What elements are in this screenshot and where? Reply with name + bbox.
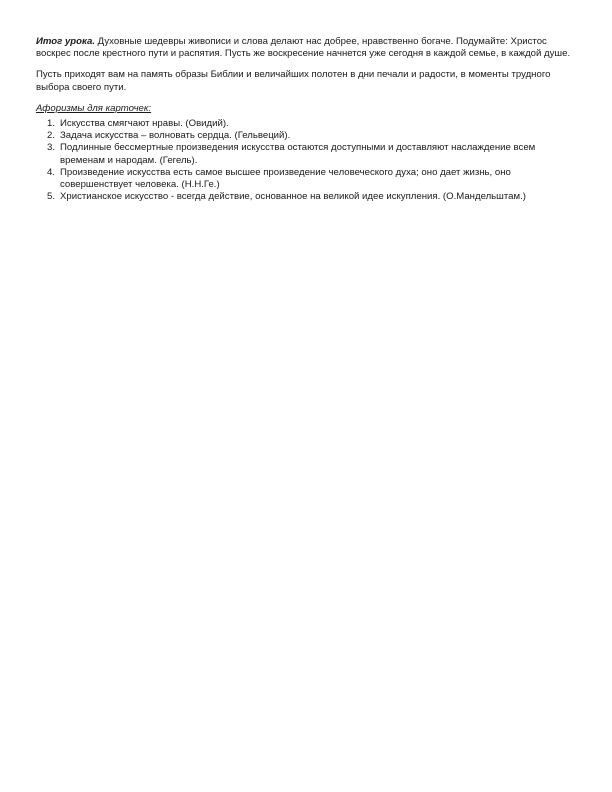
list-item-number: 5. bbox=[46, 191, 55, 203]
list-item bbox=[36, 191, 581, 203]
list-item-text: Произведение искусства есть самое высшее произведение человеческого духа; оно дает жизнь, оно совершенствует человека. (Н.Н.Ге.) bbox=[60, 166, 511, 191]
list-item-number: 1. bbox=[46, 118, 55, 130]
list-item-text: Христианское искусство - всегда действие, основанное на великой идее искупления. (О.Мандельштам.) bbox=[60, 191, 526, 203]
document-body bbox=[36, 36, 581, 203]
list-item-number: 4. bbox=[46, 166, 55, 178]
summary-lead: Итог урока. bbox=[36, 36, 95, 47]
list-item bbox=[36, 167, 581, 191]
list-item bbox=[36, 130, 581, 142]
list-item bbox=[36, 142, 581, 166]
list-item-number: 3. bbox=[46, 142, 55, 154]
list-item-text: Подлинные бессмертные произведения искусства остаются доступными и доставляют наслаждение всем временам и народам. (Гегель). bbox=[60, 142, 536, 166]
summary-paragraph bbox=[36, 36, 581, 60]
list-item-text: Задача искусства – волновать сердца. (Гельвеций). bbox=[60, 130, 291, 142]
summary-text: Духовные шедевры живописи и слова делают нас добрее, нравственно богаче. Подумайте: Христос воскрес после крестного пути и распятия. Пусть же воскресение начнется уже сегодня в каждой семье, в каждой душе. bbox=[36, 36, 571, 60]
list-item bbox=[36, 118, 581, 130]
aphorisms-list bbox=[36, 118, 581, 203]
list-item-text: Искусства смягчают нравы. (Овидий). bbox=[60, 118, 229, 130]
aphorisms-heading: Афоризмы для карточек: bbox=[36, 102, 152, 114]
list-item-number: 2. bbox=[46, 130, 55, 142]
wish-paragraph: Пусть приходят вам на память образы Библии и величайших полотен в дни печали и радости, в моменты трудного выбора своего пути. bbox=[36, 69, 551, 93]
